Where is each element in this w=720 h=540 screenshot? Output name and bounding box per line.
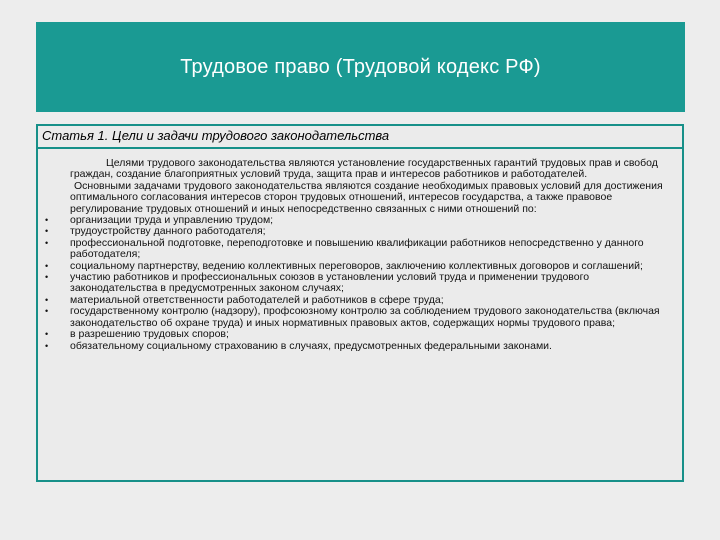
list-item-text: обязательному социальному страхованию в случаях, предусмотренных федеральными законами. [70, 339, 552, 352]
list-item [45, 236, 675, 261]
bullet-icon: • [45, 329, 49, 340]
list-item [45, 305, 675, 329]
slide-title: Трудовое право (Трудовой кодекс РФ) [180, 55, 541, 78]
bullet-icon: • [45, 340, 49, 351]
bullet-icon: • [45, 294, 49, 305]
article-heading: Статья 1. Цели и задачи трудового законодательства [42, 128, 390, 143]
list-item-text: в разрешению трудовых споров; [70, 328, 229, 341]
title-bar [36, 22, 685, 112]
bullet-icon: • [45, 306, 49, 317]
list-item-text: трудоустройству данного работодателя; [70, 225, 266, 238]
list-item-text: материальной ответственности работодателей и работников в сфере труда; [70, 293, 444, 306]
bullet-icon: • [45, 260, 49, 271]
bullet-icon: • [45, 215, 49, 226]
heading-divider [38, 147, 682, 149]
list-item-text: организации труда и управлению трудом; [70, 214, 274, 227]
bullet-icon: • [45, 226, 49, 237]
tasks-list [45, 214, 675, 352]
bullet-icon: • [45, 272, 49, 283]
list-item-text: социальному партнерству, ведению коллективных переговоров, заключению коллективных договоров и соглашений; [70, 259, 643, 272]
article-body [45, 157, 675, 352]
list-item [45, 271, 675, 295]
list-item [45, 339, 675, 352]
list-item-text: профессиональной подготовке, переподготовке и повышению квалификации работников непосредственно у данного работодателя; [70, 236, 644, 261]
list-item-text: государственному контролю (надзору), профсоюзному контролю за соблюдением трудового законодательства (включая законодательство об охране труда) и иных нормативных правовых актов, содержащих нормы трудового права; [70, 305, 660, 329]
bullet-icon: • [45, 237, 49, 248]
tasks-paragraph: Основными задачами трудового законодательства являются создание необходимых правовых условий для достижения оптимального согласования интересов сторон трудовых отношений, интересов государства, а также правовое регулирование трудовых отношений и иных непосредственно связанных с ними отношений по: [70, 179, 663, 215]
goals-paragraph: Целями трудового законодательства являются установление государственных гарантий трудовых прав и свобод граждан, создание благоприятных условий труда, защита прав и интересов работников и работодателей. [70, 157, 658, 181]
list-item-text: участию работников и профессиональных союзов в установлении условий труда и применении трудового законодательства в предусмотренных законом случаях; [70, 271, 590, 295]
